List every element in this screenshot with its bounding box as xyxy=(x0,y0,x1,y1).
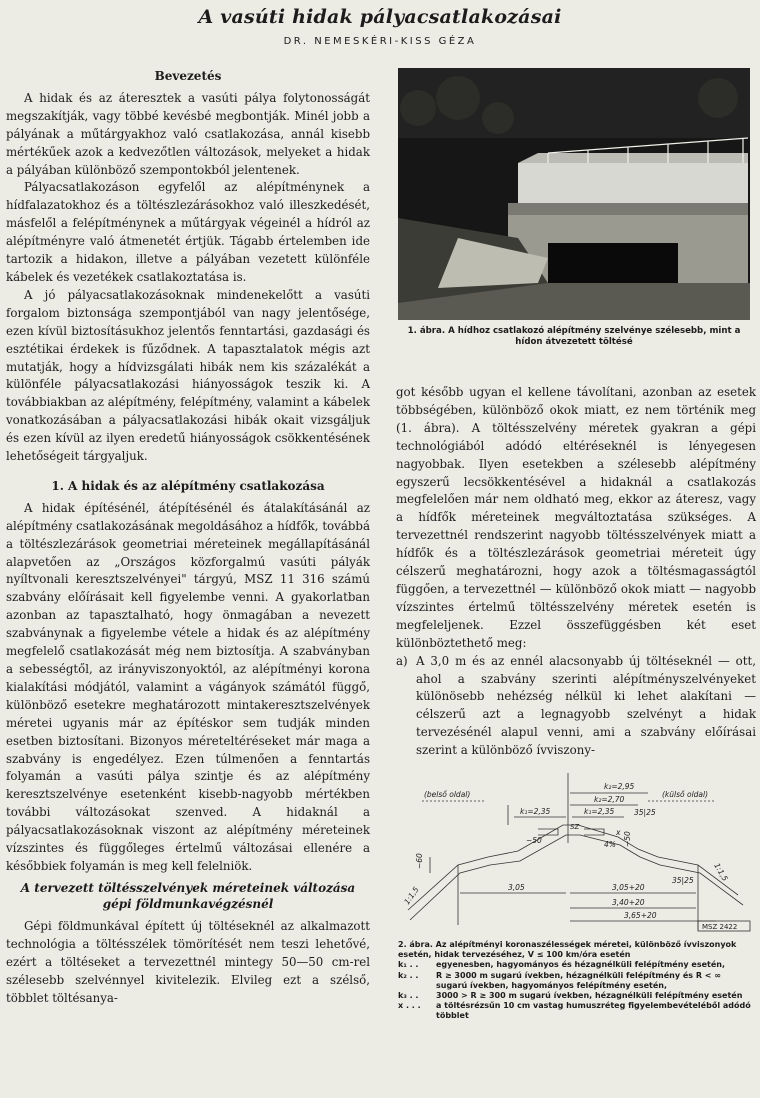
caption-text: R ≥ 3000 m sugarú ívekben, hézagnélküli felépítmény és R < ∞ sugarú ívekben, hagyományos felépítmény esetén, xyxy=(436,970,721,990)
diagram-n60-left: ~60 xyxy=(415,853,424,869)
intro-heading: Bevezetés xyxy=(154,69,222,83)
diagram-stamp: MSZ 2422 xyxy=(702,923,738,931)
list-item-a xyxy=(396,653,756,760)
diagram-k2-270: k₂=2,70 xyxy=(594,795,625,804)
diagram-d365-20: 3,65+20 xyxy=(624,911,657,920)
caption-row xyxy=(398,991,754,1001)
diagram-k1-left: k₁=2,35 xyxy=(520,807,551,816)
bridge-photo-illustration xyxy=(398,68,750,320)
diagram-x: x xyxy=(616,828,621,837)
figure1-photo xyxy=(398,68,750,320)
caption-text: a töltésrézsűn 10 cm vastag humuszréteg figyelembevételéből adódó többlet xyxy=(436,1001,751,1021)
diagram-k2-295: k₂=2,95 xyxy=(604,782,635,791)
caption-key: x . . . xyxy=(398,1001,421,1011)
list-item-text: A 3,0 m és az ennél alacsonyabb új töltéseknél — ott, ahol a szabvány szerinti alépítményszelvényeket különösebb nehézség nélkül ki lehet alakítani — célszerű azt a legnagyobb szelvényt a hidak tervezésénél alapul venni, ami a szabvány előírásai szerint a különböző ívviszony- xyxy=(416,653,756,758)
figure2-caption xyxy=(398,940,754,1022)
figure2-diagram xyxy=(398,765,753,935)
section1-paragraph: A hidak építésénél, átépítésénél és átalakításánál az alépítmény csatlakozásának megoldásához a hídfők, továbbá a töltészlezárások geometriai méreteinek megállapításánál alapvetően az „Országos közforgalmú vasúti pályák nyíltvonali keresztszelvényei" tárgyú, MSZ 11 316 számú szabvány előírásait kell figyelembe venni. A gyakorlatban azonban az tapasztalható, hogy önmagában a nevezett szabványnak a figyelembe vétele a hidak és az alépítmény megfelelő csatlakozását még nem biztosítja. A szabványban a sebességtől, az irányviszonyoktól, az alépítményi korona kialakítási módjától, valamint a vágányok számától függő, különböző esetekre meghatározott mintakeresztszelvények méretei ugyanis már az építéskor sem tudják minden esetben biztosítani. Bizonyos méreteltéréseket már maga a szabvány is engedélyez. Ezen túlmenően a fenntartás folyamán a vasúti pálya szintje és az alépítmény keresztszelvénye esetenként kisebb-nagyobb mértékben további változásokat szenved. A hidaknál a pályacsatlakozásoknak viszont az alépítmény méreteinek vízszintes és függőleges értelmű változásai ellenére a későbbiek folyamán is meg kell felelniök. xyxy=(6,500,370,873)
figure1-caption: 1. ábra. A hídhoz csatlakozó alépítmény szelvénye szélesebb, mint a hídon átvezetett töltésé xyxy=(407,326,741,347)
caption-text: egyenesben, hagyományos és hézagnélküli felépítmény esetén, xyxy=(436,960,726,970)
diagram-d340-20: 3,40+20 xyxy=(612,898,645,907)
diagram-inner-label: (belső oldal) xyxy=(424,790,471,799)
left-column xyxy=(6,68,370,1007)
caption-row xyxy=(398,1001,754,1021)
caption-key: k₁ . . xyxy=(398,960,419,970)
intro-paragraph: A hidak és az áteresztek a vasúti pálya folytonosságát megszakítják, vagy többé kevésbé megbontják. Minél jobb a pályának a műtárgyakhoz való csatlakozása, annál kisebb mértékűek azok a kedvezőtlen változások, melyeket a hidak a pályában különböző szempontokból jelentenek. xyxy=(6,90,370,177)
diagram-sz: SZ xyxy=(570,823,580,831)
section1-heading: 1. A hidak és az alépítmény csatlakozása xyxy=(51,478,325,493)
caption-row xyxy=(398,971,754,991)
diagram-k1-right: k₁=2,35 xyxy=(584,807,615,816)
diagram-d305-20: 3,05+20 xyxy=(612,883,645,892)
caption-text: 3000 > R ≥ 300 m sugarú ívekben, hézagnélküli felépítmény esetén xyxy=(436,991,743,1001)
diagram-slope-right: 1:1,5 xyxy=(712,861,730,883)
caption-key: k₃ . . xyxy=(398,991,419,1001)
diagram-pct4: 4% xyxy=(604,840,616,849)
article-title: A vasúti hidak pályacsatlakozásai xyxy=(198,6,562,28)
author: DR. NEMESKÉRI-KISS GÉZA xyxy=(283,36,477,47)
right-column xyxy=(396,384,756,760)
caption-row xyxy=(398,960,754,970)
diagram-dim-3525: 35|25 xyxy=(634,808,656,817)
list-marker: a) xyxy=(396,653,408,668)
right-paragraph: got később ugyan el kellene távolítani, azonban az esetek többségében, különböző okok miatt, ez nem történik meg (1. ábra). A töltésszelvény méretek gyakran a gépi technológiából adódó eltéréseknél is lényegesen nagyobbak. Ilyen esetekben a szélesebb alépítmény egyszerű lecsökkentésével a hidaknál a csatlakozás megfelelően már nem oldható meg, ekkor az áteresz, vagy a hídfők méreteinek megváltoztatása szükséges. A tervezettnél rendszerint nagyobb töltésszelvények miatt a hídfők és a töltészlezárások geometriai méreteit úgy célszerű meghatározni, hogy azok a töltésmagasságtól függően, a tervezettnél — különböző okok miatt — nagyobb vízszintes értelmű töltésszelvény méretek esetén is megfeleljenek. Ezzel összefüggésben két eset különböztethető meg: xyxy=(396,385,756,650)
diagram-n60-mid: ~50 xyxy=(526,836,542,845)
diagram-d305: 3,05 xyxy=(508,883,525,892)
intro-paragraph: Pályacsatlakozáson egyfelől az alépítménynek a hídfalazatokhoz és a töltészlezárásokhoz való illeszkedését, másfelől a felépítménynek a műtárgyak végeinél a hídról az alépítményre való átmenetét értjük. Tágabb értelemben ide tartozik a hidakon, illetve a pályában vezetett különféle kábelek és vezetékek csatlakoztatása is. xyxy=(6,180,370,284)
subsection-heading: A tervezett töltésszelvények méreteinek változása gépi földmunkavégzésnél xyxy=(20,880,356,911)
caption-key: k₂ . . xyxy=(398,970,419,980)
diagram-slope-left: 1:1,5 xyxy=(402,885,421,907)
figure2-caption-head: 2. ábra. Az alépítményi koronaszélességek méretei, különböző ívviszonyok esetén, hidak tervezéséhez, V ≤ 100 km/óra esetén xyxy=(398,940,737,960)
diagram-outer-label: (külső oldal) xyxy=(662,790,709,799)
subsection-paragraph: Gépi földmunkával épített új töltéseknél az alkalmazott technológia a töltésszélek tömörítését nem teszi lehetővé, ezért a töltéseket a tervezettnél mintegy 50—50 cm-rel szélesebb szelvénnyel kivitelezik. Elvileg ezt a szélső, többlet töltésanya- xyxy=(6,918,370,1005)
intro-paragraph: A jó pályacsatlakozásoknak mindenekelőtt a vasúti forgalom biztonsága szempontjából van nagy jelentősége, ezen kívül biztosításukhoz jelentős fenntartási, gazdasági és esztétikai érdekek is fűződnek. A tapasztalatok mégis azt mutatják, hogy a hídvizsgálati hibák nem kis százalékát a különféle pályacsatlakozási hiányosságok teszik ki. A továbbiakban az alépítmény, felépítmény, valamint a kábelek vonatkozásában a pályacsatlakozási hibák okait vizsgáljuk és ezen kívül az ilyen eredetű hiányosságok csökkentésének lehetőségeit tárgyaljuk. xyxy=(6,287,370,464)
diagram-dim-3525-b: 35|25 xyxy=(672,876,694,885)
diagram-n50: ~50 xyxy=(623,831,632,847)
